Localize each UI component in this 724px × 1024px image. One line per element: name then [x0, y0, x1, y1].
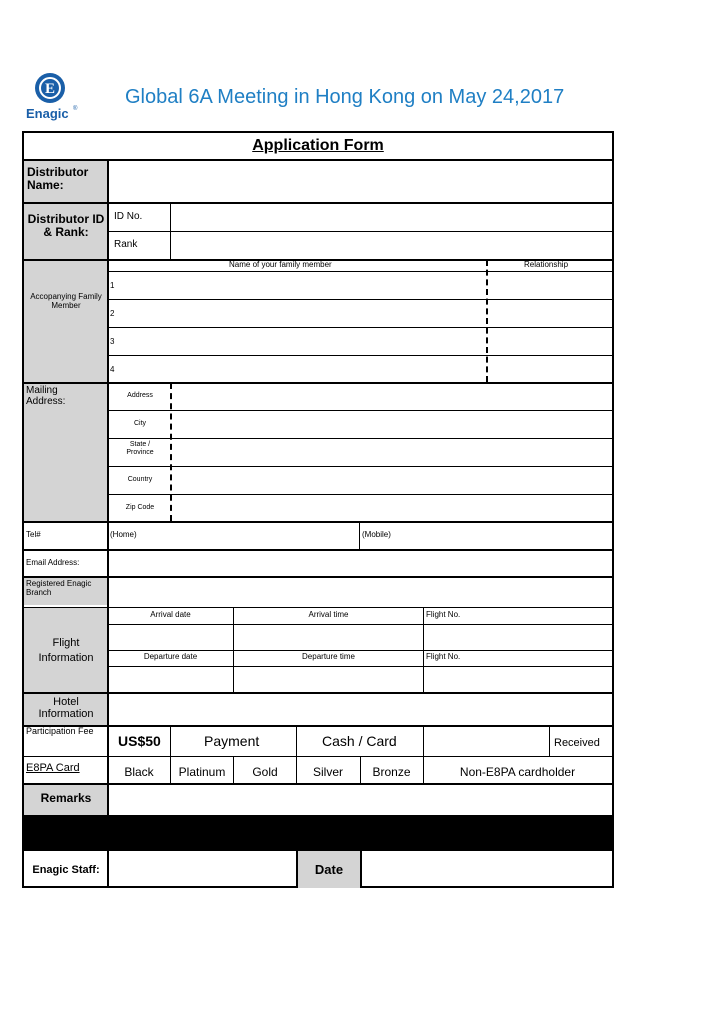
- family-name-header: Name of your family member: [229, 260, 332, 269]
- distributor-id-label: Distributor ID & Rank:: [27, 212, 105, 240]
- distributor-name-field[interactable]: [110, 161, 610, 201]
- remarks-field[interactable]: [110, 785, 610, 813]
- tel-label: Tel#: [26, 530, 41, 539]
- fee-amount: US$50: [118, 733, 161, 749]
- family-row-number: 1: [110, 281, 115, 290]
- card-type-non-e8pa: Non-E8PA cardholder: [459, 765, 576, 779]
- received-label: Received: [554, 737, 600, 749]
- id-no-label: ID No.: [114, 211, 143, 222]
- card-type-gold: Gold: [252, 765, 278, 779]
- form-heading: Application Form: [252, 137, 384, 154]
- staff-field[interactable]: [110, 851, 295, 887]
- family-row-number: 2: [110, 309, 115, 318]
- application-form: [22, 131, 614, 888]
- branch-label: Registered Enagic Branch: [26, 579, 92, 597]
- svg-text:®: ®: [73, 106, 78, 112]
- relationship-header: Relationship: [524, 260, 569, 269]
- family-row-number: 4: [110, 365, 115, 374]
- fee-label: Participation Fee: [26, 726, 94, 736]
- country-field-label: Country: [127, 476, 153, 483]
- staff-label: Enagic Staff:: [32, 864, 100, 876]
- page-title: Global 6A Meeting in Hong Kong on May 24,2017: [125, 86, 565, 108]
- state-field-label: State / Province: [126, 441, 154, 456]
- enagic-logo: [24, 70, 94, 122]
- id-no-field[interactable]: [172, 204, 610, 230]
- mailing-address-label: Mailing Address:: [26, 385, 66, 407]
- flight-info-label: Flight Information: [38, 637, 94, 665]
- flight-no-header: Flight No.: [426, 610, 461, 619]
- card-type-silver: Silver: [312, 765, 343, 779]
- rank-label: Rank: [114, 239, 138, 250]
- family-row-number: 3: [110, 337, 115, 346]
- departure-time-header: Departure time: [302, 652, 355, 661]
- card-type-black: Black: [124, 765, 154, 779]
- payment-label: Payment: [204, 733, 260, 749]
- distributor-name-label: Distributor Name:: [27, 165, 89, 193]
- svg-text:E: E: [44, 81, 56, 97]
- zip-field-label: Zip Code: [125, 504, 155, 511]
- departure-date-header: Departure date: [143, 652, 198, 661]
- family-label: Accopanying Family Member: [30, 292, 102, 310]
- remarks-label: Remarks: [40, 791, 92, 805]
- tel-mobile-label: (Mobile): [362, 530, 391, 539]
- card-type-bronze: Bronze: [372, 765, 411, 779]
- cash-card-label: Cash / Card: [322, 733, 397, 749]
- svg-text:Enagic: Enagic: [26, 106, 69, 121]
- date-field[interactable]: [362, 851, 610, 887]
- date-label: Date: [314, 862, 344, 877]
- card-type-platinum: Platinum: [178, 765, 226, 779]
- arrival-date-header: Arrival date: [150, 610, 191, 619]
- email-label: Email Address:: [26, 558, 80, 567]
- address-field-label: Address: [127, 392, 153, 399]
- flight-no-header: Flight No.: [426, 652, 461, 661]
- hotel-info-label: Hotel Information: [38, 696, 94, 721]
- city-field-label: City: [133, 420, 147, 427]
- rank-field[interactable]: [172, 232, 610, 258]
- black-band: [24, 815, 612, 850]
- e8pa-card-label: E8PA Card: [26, 762, 80, 774]
- arrival-time-header: Arrival time: [308, 610, 349, 619]
- tel-home-label: (Home): [110, 530, 137, 539]
